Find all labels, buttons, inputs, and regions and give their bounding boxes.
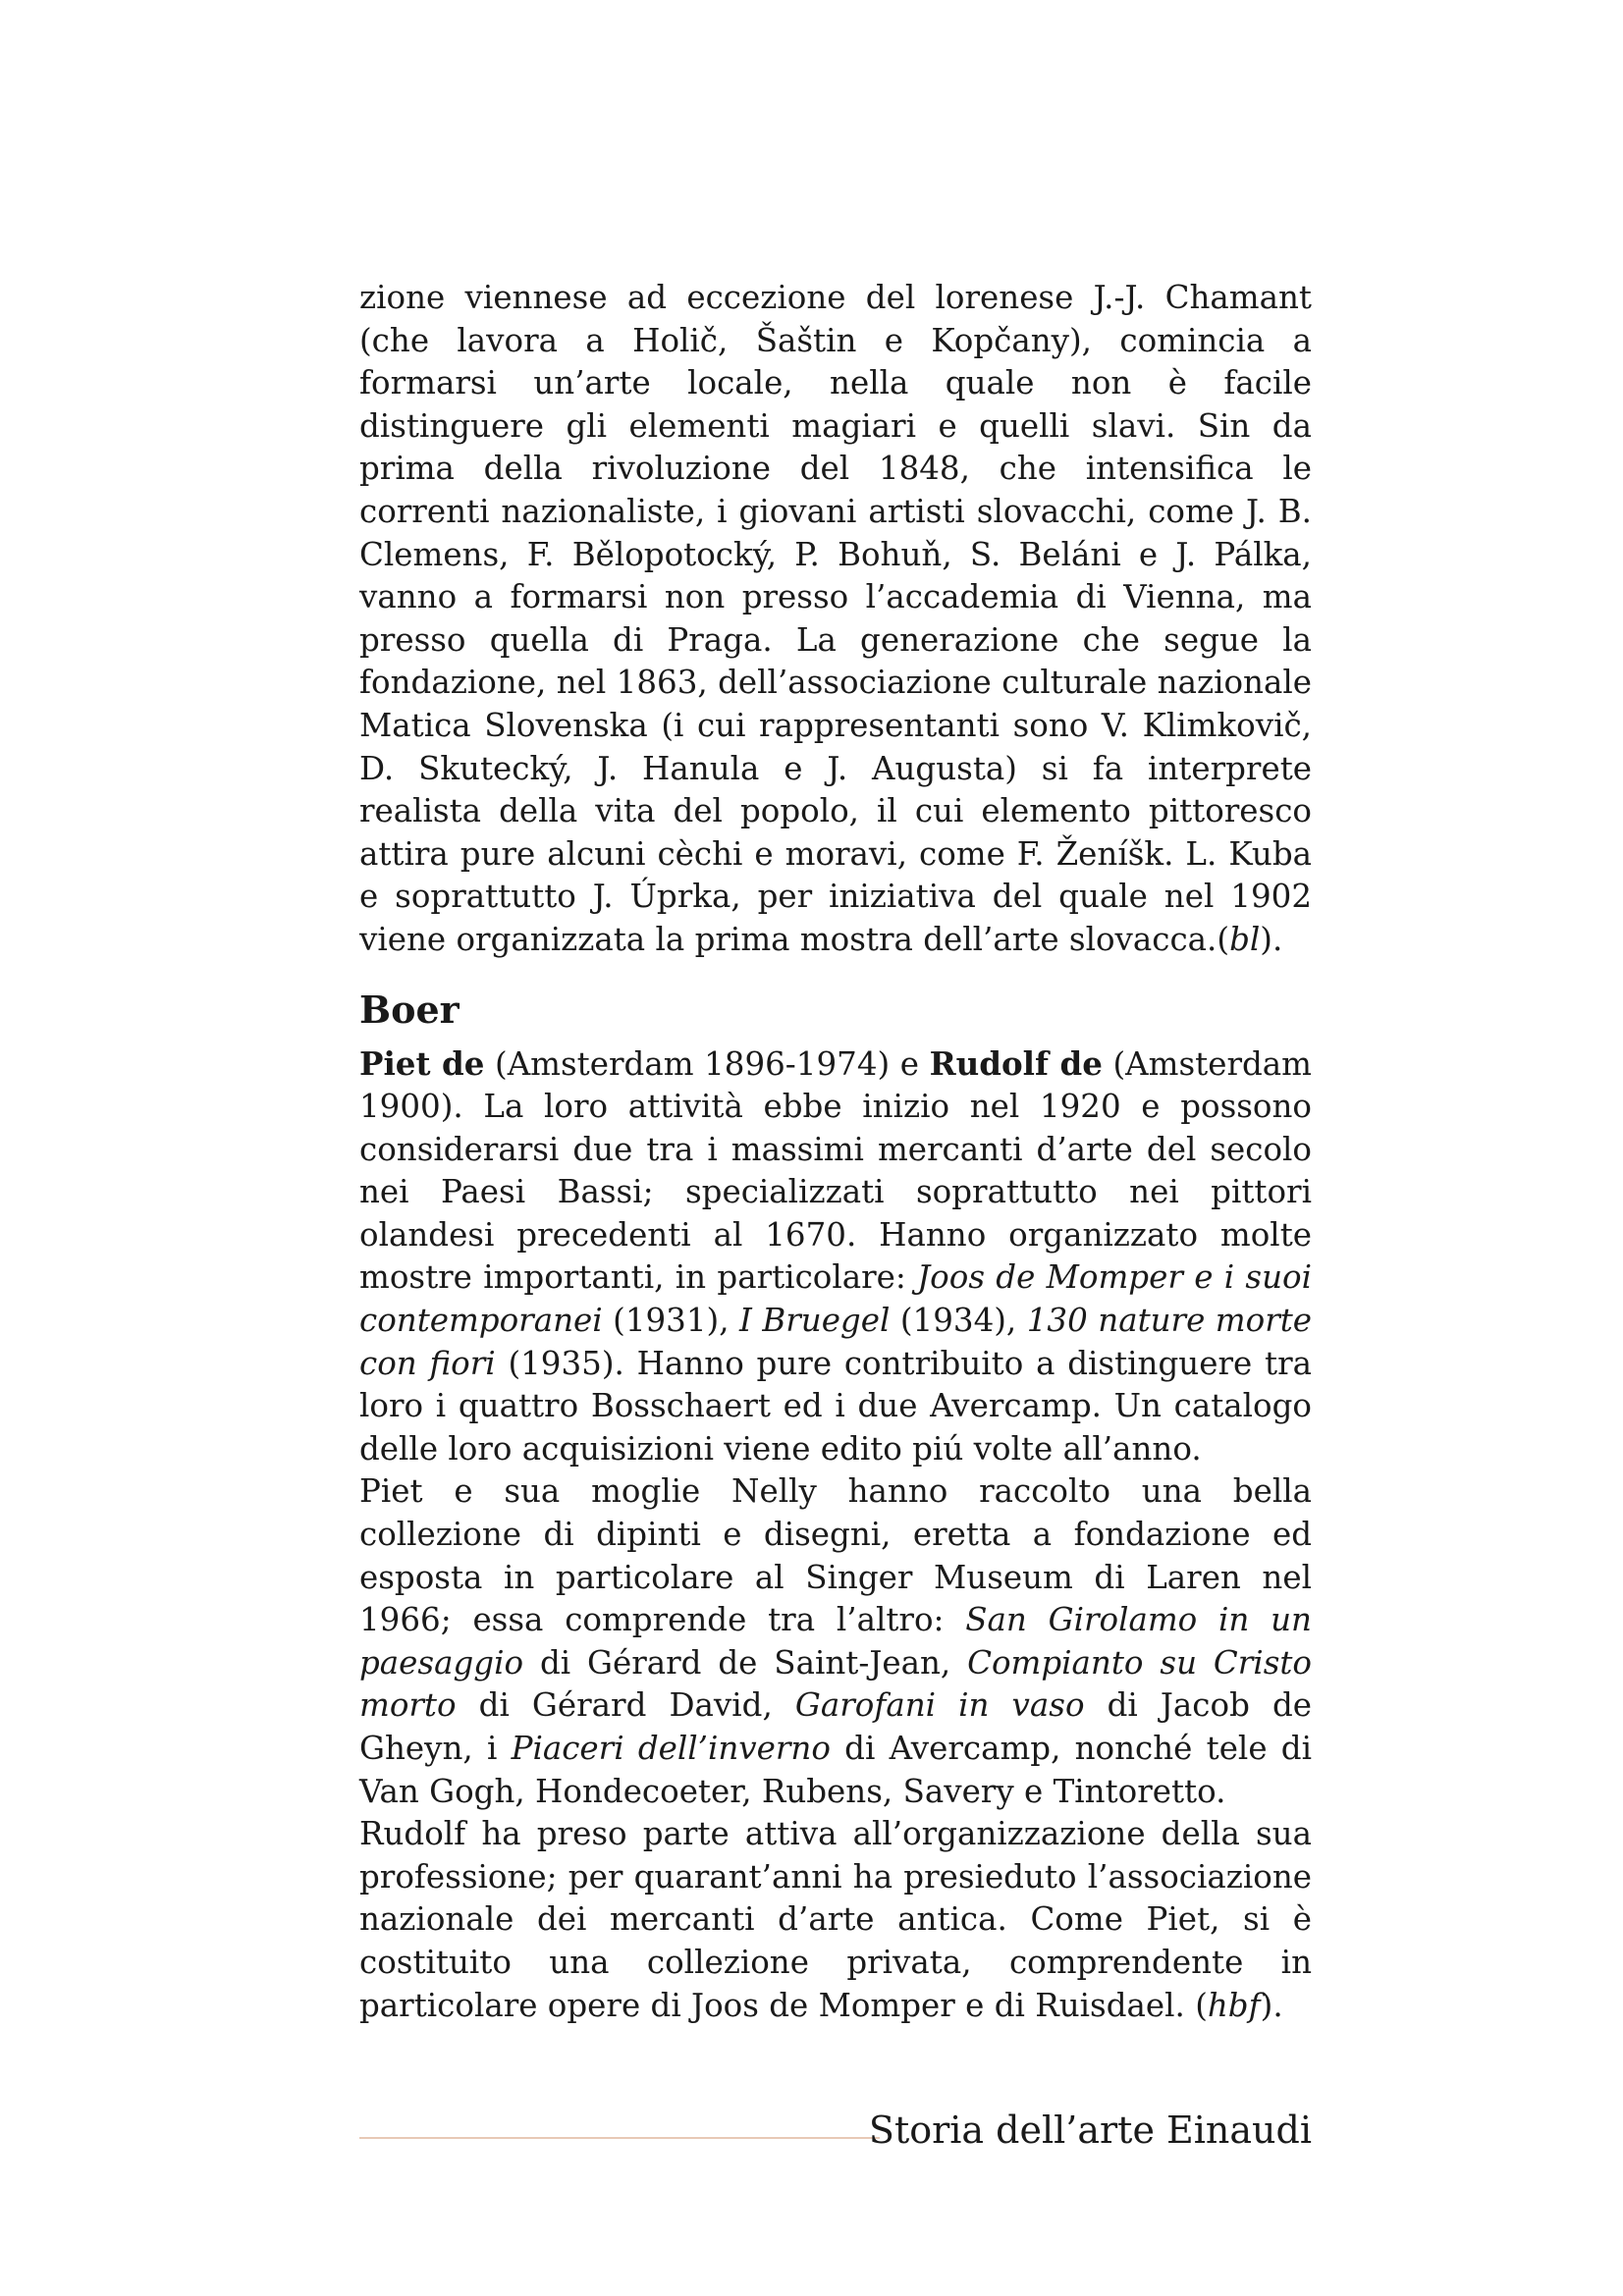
author-initials: bl	[1229, 920, 1261, 958]
work-title: Joos de Momper e i suoi contemporanei	[359, 1258, 1313, 1340]
person-name: Piet de	[359, 1043, 485, 1083]
work-title: Piaceri dell’inverno	[511, 1730, 831, 1767]
paragraph-text: (Amsterdam 1896-1974) e	[484, 1044, 930, 1083]
work-title: I Bruegel	[739, 1302, 891, 1340]
work-title: Garofani in vaso	[794, 1686, 1085, 1725]
paragraph-text: ).	[1260, 1986, 1283, 2024]
paragraph-text: di Gérard David,	[456, 1686, 795, 1725]
work-title: San Girolamo in un paesaggio	[359, 1601, 1312, 1682]
paragraph-text: di Jacob de Gheyn, i	[359, 1686, 1312, 1767]
paragraph-text: (1934),	[890, 1302, 1027, 1340]
paragraph-text: ).	[1260, 920, 1283, 958]
entry-paragraph-1	[359, 1042, 1312, 1471]
paragraph-text: (Amsterdam 1900). La loro attività ebbe inizio nel 1920 e possono considerarsi due tra i massimi mercanti d’arte del secolo nei Paesi Bassi; specializzati soprattutto nei pittori olandesi precedenti al 1670. Hanno organizzato molte mostre importanti, in particolare:	[359, 1044, 1312, 1297]
entry-paragraph-2	[359, 1470, 1312, 1813]
footer-divider	[359, 2137, 880, 2139]
work-title: Compianto su Cristo morto	[359, 1643, 1312, 1725]
paragraph-text: zione viennese ad eccezione del lorenese J.-J. Chamant (che lavora a Holič, Šaštin e Kopčany), comincia a formarsi un’arte locale, nella quale non è facile distinguere gli elementi magiari e quelli slavi. Sin da prima della rivoluzione del 1848, che intensifica le correnti nazionaliste, i giovani artisti slovacchi, come J. B. Clemens, F. Bělopotocký, P. Bohuň, S. Beláni e J. Pálka, vanno a formarsi non presso l’accademia di Vienna, ma presso quella di Praga. La generazione che segue la fondazione, nel 1863, dell’associazione culturale nazionale Matica Slovenska (i cui rappresentanti sono V. Klimkovič, D. Skutecký, J. Hanula e J. Augusta) si fa interprete realista della vita del popolo, il cui elemento pittoresco attira pure alcuni cèchi e moravi, come F. Ženíšk. L. Kuba e soprattutto J. Úprka, per iniziativa del quale nel 1902 viene organizzata la prima mostra dell’arte slovacca.(	[359, 279, 1312, 958]
paragraph-text: di Avercamp, nonché tele di Van Gogh, Hondecoeter, Rubens, Savery e Tintoretto.	[359, 1730, 1312, 1810]
page-footer	[359, 2101, 1312, 2160]
paragraph-text: (1931),	[602, 1302, 740, 1340]
person-name: Rudolf de	[929, 1043, 1103, 1083]
work-title: 130 nature morte con fiori	[359, 1302, 1313, 1382]
paragraph-text: (1935). Hanno pure contribuito a distinguere tra loro i quattro Bosschaert ed i due Avercamp. Un catalogo delle loro acquisizioni viene edito piú volte all’anno.	[359, 1344, 1312, 1468]
author-initials: hbf	[1207, 1986, 1261, 2024]
entry-heading: Boer	[359, 987, 460, 1032]
page-body	[359, 277, 1312, 2027]
publication-title: Storia dell’arte Einaudi	[868, 2109, 1312, 2152]
paragraph-text: Rudolf ha preso parte attiva all’organizzazione della sua professione; per quarant’anni ha presieduto l’associazione nazionale dei mercanti d’arte antica. Come Piet, si è costituito una collezione privata, comprendente in particolare opere di Joos de Momper e di Ruisdael. (	[359, 1815, 1312, 2024]
entry-paragraph-3	[359, 1813, 1312, 2027]
paragraph-text: Piet e sua moglie Nelly hanno raccolto una bella collezione di dipinti e disegni, eretta a fondazione ed esposta in particolare al Singer Museum di Laren nel 1966; essa comprende tra l’altro:	[359, 1472, 1312, 1639]
paragraph-text: di Gérard de Saint-Jean,	[523, 1643, 968, 1682]
continuation-paragraph	[359, 277, 1312, 962]
